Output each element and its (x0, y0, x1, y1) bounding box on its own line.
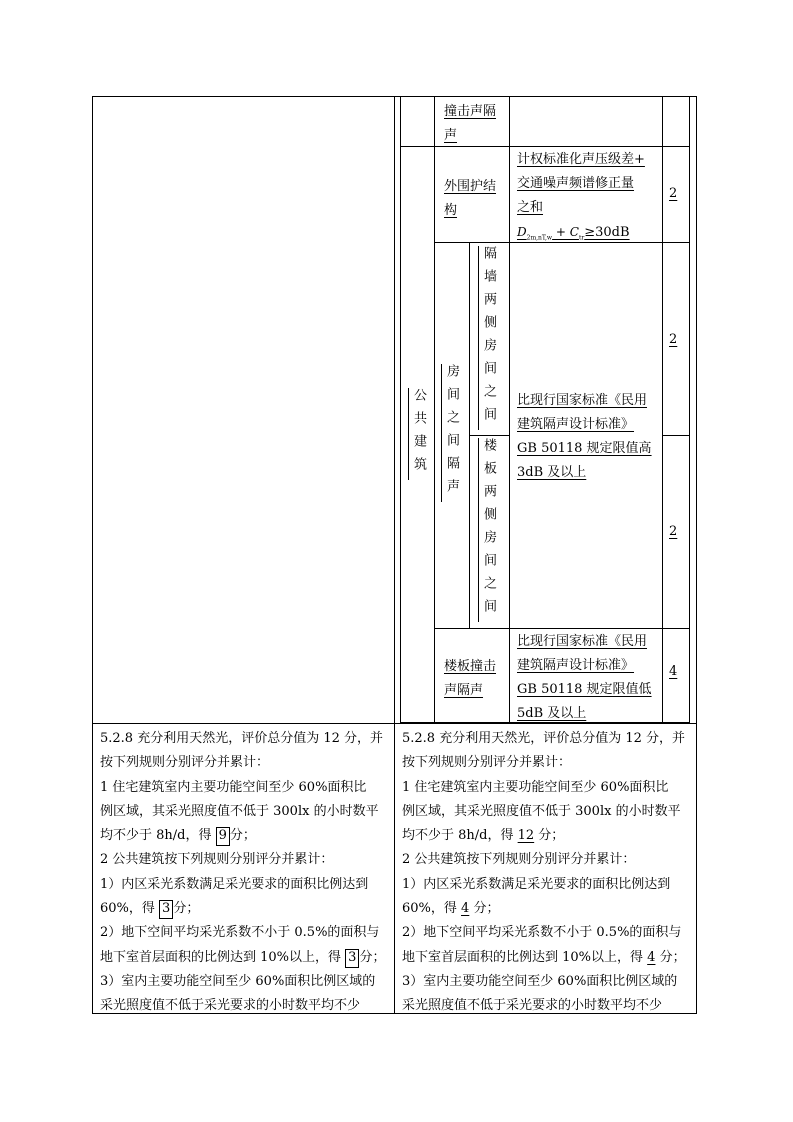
floor-impact-score: 4 (669, 664, 678, 679)
left-score-inner-zone: 3 (159, 900, 173, 919)
outer-left-border (92, 96, 93, 1014)
floor-impact-requirement: 比现行国家标准《民用 建筑隔声设计标准》 GB 50118 规定限值低 5dB 及以上 (517, 634, 652, 721)
wall-label: 隔墙两侧房间之间 (481, 246, 496, 430)
nested-row-line-3 (662, 435, 690, 436)
outer-right-border (696, 96, 697, 1014)
nested-col-line-1 (434, 97, 435, 724)
nested-col-line-4 (662, 97, 663, 724)
right-score-residential: 12 (517, 828, 535, 844)
envelope-score: 2 (669, 186, 678, 201)
outer-center-divider (394, 96, 395, 1014)
right-score-inner-zone: 4 (461, 901, 470, 917)
left-score-residential: 9 (216, 827, 230, 846)
floor-label: 楼板两侧房间之间 (481, 438, 496, 622)
nested-row-line-wall-floor (470, 435, 509, 436)
envelope-requirement: 计权标准化声压级差+ 交通噪声频谱修正量 之和 $D_{2m,nT,w} + C_{tr}\ge 30dB$ (517, 148, 645, 251)
nested-left-border (400, 97, 401, 724)
left-score-underground: 3 (345, 949, 359, 968)
nested-col-line-3 (509, 97, 510, 724)
wall-score: 2 (669, 332, 678, 347)
room-separation-label: 房间之间隔声 (444, 364, 459, 502)
envelope-formula: $D_{2m,nT,w} + C_{tr}\ge 30dB$ (517, 225, 630, 242)
envelope-label: 外围护结 构 (444, 179, 497, 218)
wall-floor-requirement: 比现行国家标准《民用 建筑隔声设计标准》 GB 50118 规定限值高 3dB 及以上 (517, 393, 652, 480)
impact-sound-label: 撞击声隔 声 (444, 104, 497, 143)
floor-impact-label: 楼板撞击 声隔声 (444, 659, 497, 698)
nested-right-border (689, 97, 690, 724)
nested-row-line-4 (434, 628, 690, 629)
public-building-label: 公共建筑 (411, 388, 426, 480)
left-clause: 5.2.8 充分利用天然光，评价总分值为 12 分，并 按下列规则分别评分并累计： 1 住宅建筑室内主要功能空间至少 60%面积比 例区域，其采光照度值不低于 300lx 的小时数平 均不少于 8h/d，得 9 分； 2 公共建筑按下列规则分别评分并累计： 1）内区采光系数满足采光要求的面积比例达到 60%，得 3 分； 2）地下空间平均采光系数不小于 0.5%的面积与 地下室首层面积的比例达到 10%以上，得 3 分； 3）室内主要功能空间至少 60%面积比例区域的 采光照度值不低于采光要求的小时数平均不少 (100, 731, 386, 1014)
floor-score: 2 (669, 524, 678, 539)
right-clause: 5.2.8 充分利用天然光，评价总分值为 12 分，并 按下列规则分别评分并累计： 1 住宅建筑室内主要功能空间至少 60%面积比 例区域，其采光照度值不低于 300lx 的小时数平 均不少于 8h/d，得 12 分； 2 公共建筑按下列规则分别评分并累计： 1）内区采光系数满足采光要求的面积比例达到 60%，得 4 分； 2）地下空间平均采光系数不小于 0.5%的面积与 地下室首层面积的比例达到 10%以上，得 4 分； 3）室内主要功能空间至少 60%面积比例区域的 采光照度值不低于采光要求的小时数平均不少 (402, 731, 686, 1014)
right-score-underground: 4 (647, 949, 656, 965)
